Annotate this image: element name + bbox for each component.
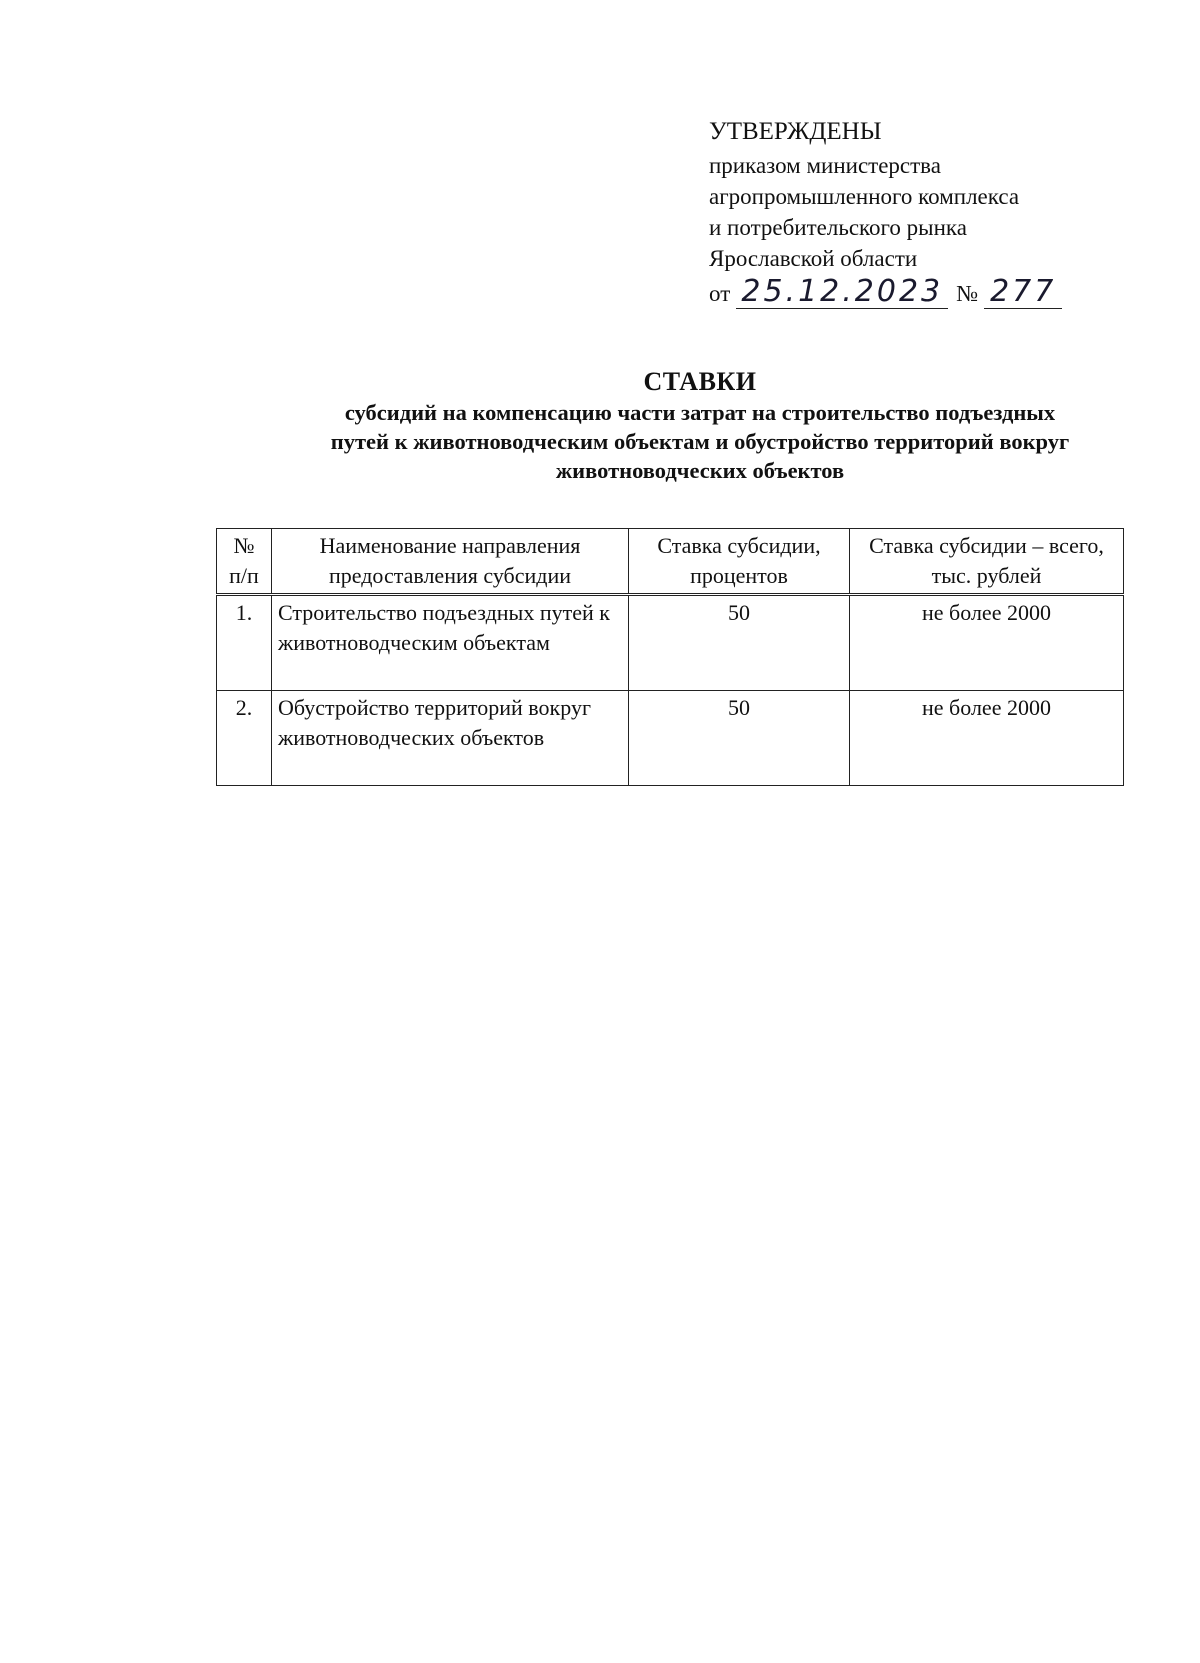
document-subtitle-line: животноводческих объектов [555,458,845,483]
handwritten-number: 277 [984,276,1062,309]
number-label: № [956,281,979,306]
cell-rate: 50 [629,595,850,691]
document-title-block [200,366,1200,485]
document-subtitle-line: субсидий на компенсацию части затрат на строительство подъездных [344,400,1056,425]
header-number: № п/п [217,529,272,595]
approval-block [709,116,1129,309]
header-rate-percent: Ставка субсидии, процентов [629,529,850,595]
cell-name: Обустройство территорий вокруг животноводческих объектов [272,691,629,786]
table-header-row [217,529,1124,595]
header-rate-total: Ставка субсидии – всего, тыс. рублей [850,529,1124,595]
handwritten-date: 25.12.2023 [736,276,948,309]
cell-rate: 50 [629,691,850,786]
cell-name: Строительство подъездных путей к животноводческим объектам [272,595,629,691]
approval-heading: УТВЕРЖДЕНЫ [709,118,882,145]
cell-total: не более 2000 [850,691,1124,786]
approval-line: приказом министерства [709,153,941,178]
document-subtitle-line: путей к животноводческим объектам и обустройство территорий вокруг [330,429,1070,454]
cell-number: 2. [217,691,272,786]
date-prefix: от [709,281,731,306]
cell-total: не более 2000 [850,595,1124,691]
approval-line: и потребительского рынка [709,215,967,240]
table-row [217,595,1124,691]
cell-number: 1. [217,595,272,691]
table-row [217,691,1124,786]
header-name: Наименование направления предоставления субсидии [272,529,629,595]
approval-line: Ярославской области [709,246,918,271]
approval-date-number-line [709,276,1129,309]
subsidy-rates-table [216,528,1124,786]
approval-line: агропромышленного комплекса [709,184,1020,209]
document-title: СТАВКИ [643,367,757,396]
